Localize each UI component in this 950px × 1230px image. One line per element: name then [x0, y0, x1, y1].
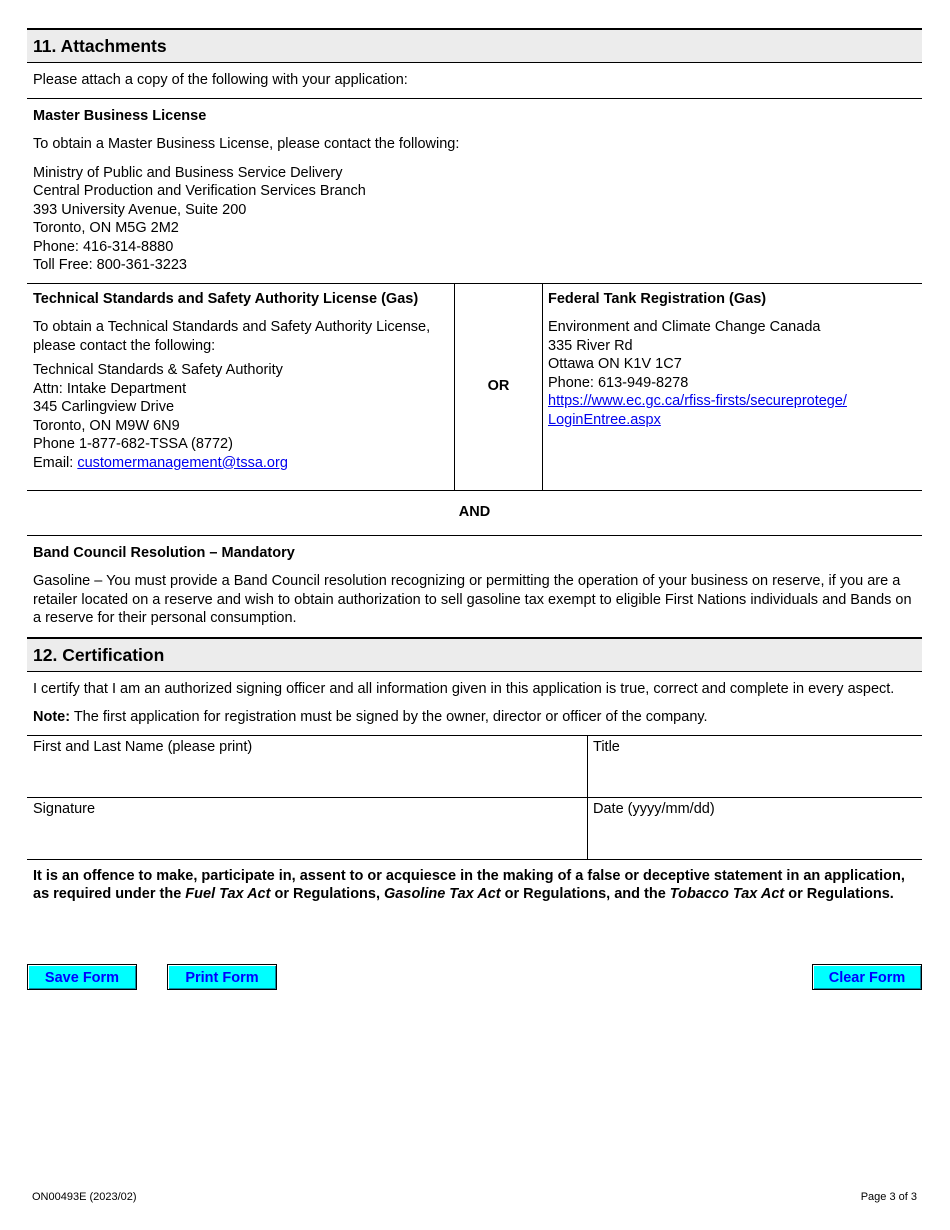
mbl-address	[33, 164, 916, 275]
signature-date-row	[27, 798, 922, 860]
federal-link[interactable]: https://www.ec.gc.ca/rfiss-firsts/secureprotege/	[548, 393, 847, 409]
tssa-email-link[interactable]: customermanagement@tssa.org	[77, 454, 288, 471]
clear-form-button[interactable]: Clear Form	[812, 964, 922, 990]
form-buttons	[27, 964, 922, 994]
offence-text: or Regulations, and the	[500, 886, 670, 902]
application-form	[27, 28, 922, 911]
offence-act-fuel: Fuel Tax Act	[185, 886, 271, 902]
federal-heading: Federal Tank Registration (Gas)	[548, 290, 767, 307]
federal-address-line: Environment and Climate Change Canada	[548, 319, 821, 335]
tssa-heading: Technical Standards and Safety Authority License (Gas)	[33, 290, 419, 307]
tssa-address-line: Phone 1-877-682-TSSA (8772)	[33, 436, 233, 452]
section-11-header: 11. Attachments	[27, 28, 922, 63]
mbl-address-line: Central Production and Verification Services Branch	[33, 183, 366, 199]
tssa-address	[33, 361, 448, 472]
print-form-button[interactable]: Print Form	[167, 964, 277, 990]
name-title-row	[27, 736, 922, 798]
mbl-text: To obtain a Master Business License, please contact the following:	[33, 136, 460, 152]
page-number: Page 3 of 3	[860, 1191, 917, 1203]
name-label: First and Last Name (please print)	[33, 738, 253, 755]
mbl-address-line: Toronto, ON M5G 2M2	[33, 220, 179, 236]
title-label: Title	[593, 738, 620, 755]
tssa-address-line: Attn: Intake Department	[33, 380, 187, 397]
tssa-email-line	[33, 454, 448, 473]
tssa-text: To obtain a Technical Standards and Safety Authority License, please contact the following:	[33, 319, 431, 354]
master-business-license-block	[27, 99, 922, 284]
tssa-block	[27, 284, 455, 490]
note-text	[33, 708, 916, 727]
certify-text: I certify that I am an authorized signing officer and all information given in this application is true, correct and complete in every aspect.	[33, 680, 895, 697]
title-field[interactable]	[588, 736, 922, 797]
offence-act-tobacco: Tobacco Tax Act	[669, 886, 785, 902]
form-id: ON00493E (2023/02)	[32, 1191, 137, 1203]
offence-text: or Regulations.	[784, 886, 894, 902]
note-body: The first application for registration must be signed by the owner, director or officer of the company.	[70, 709, 708, 725]
and-separator: AND	[27, 491, 922, 536]
mbl-address-line: Ministry of Public and Business Service Delivery	[33, 164, 343, 181]
offence-text: It is an offence to make, participate in, assent to or acquiesce in the making of a false or deceptive statement in an application, as required under the	[33, 867, 905, 902]
band-council-block	[27, 536, 922, 637]
attachments-intro: Please attach a copy of the following with your application:	[27, 63, 922, 99]
or-separator: OR	[455, 284, 543, 490]
mbl-address-line: 393 University Avenue, Suite 200	[33, 201, 247, 218]
federal-address-line: Phone: 613-949-8278	[548, 374, 689, 391]
tssa-email-label: Email:	[33, 454, 78, 471]
federal-address-line: 335 River Rd	[548, 337, 633, 354]
save-form-button[interactable]: Save Form	[27, 964, 137, 990]
license-options-row	[27, 284, 922, 491]
date-field[interactable]	[588, 798, 922, 859]
federal-address-line: Ottawa ON K1V 1C7	[548, 356, 682, 372]
certification-block	[27, 672, 922, 736]
section-12-header: 12. Certification	[27, 637, 922, 672]
offence-act-gasoline: Gasoline Tax Act	[384, 886, 501, 902]
note-label: Note:	[33, 709, 71, 725]
date-label: Date (yyyy/mm/dd)	[593, 800, 715, 817]
offence-statement	[27, 860, 922, 911]
signature-field[interactable]	[27, 798, 588, 859]
mbl-heading: Master Business License	[33, 107, 207, 124]
federal-address	[548, 318, 917, 429]
tssa-address-line: Technical Standards & Safety Authority	[33, 362, 283, 378]
mbl-address-line: Phone: 416-314-8880	[33, 238, 174, 255]
signature-label: Signature	[33, 800, 96, 817]
band-text: Gasoline – You must provide a Band Council resolution recognizing or permitting the operation of your business on reserve, if you are a retailer located on a reserve and wish to obtain authorization to sell gasoline tax exempt to eligible First Nations individuals and Bands on a reserve for their personal consumption.	[33, 573, 912, 626]
tssa-address-line: 345 Carlingview Drive	[33, 399, 175, 415]
tssa-address-line: Toronto, ON M9W 6N9	[33, 417, 180, 434]
federal-tank-block	[543, 284, 922, 490]
offence-text: or Regulations,	[270, 886, 385, 902]
mbl-address-line: Toll Free: 800-361-3223	[33, 257, 187, 273]
band-heading: Band Council Resolution – Mandatory	[33, 544, 295, 561]
name-field[interactable]	[27, 736, 588, 797]
federal-link-continued[interactable]: LoginEntree.aspx	[548, 411, 661, 428]
